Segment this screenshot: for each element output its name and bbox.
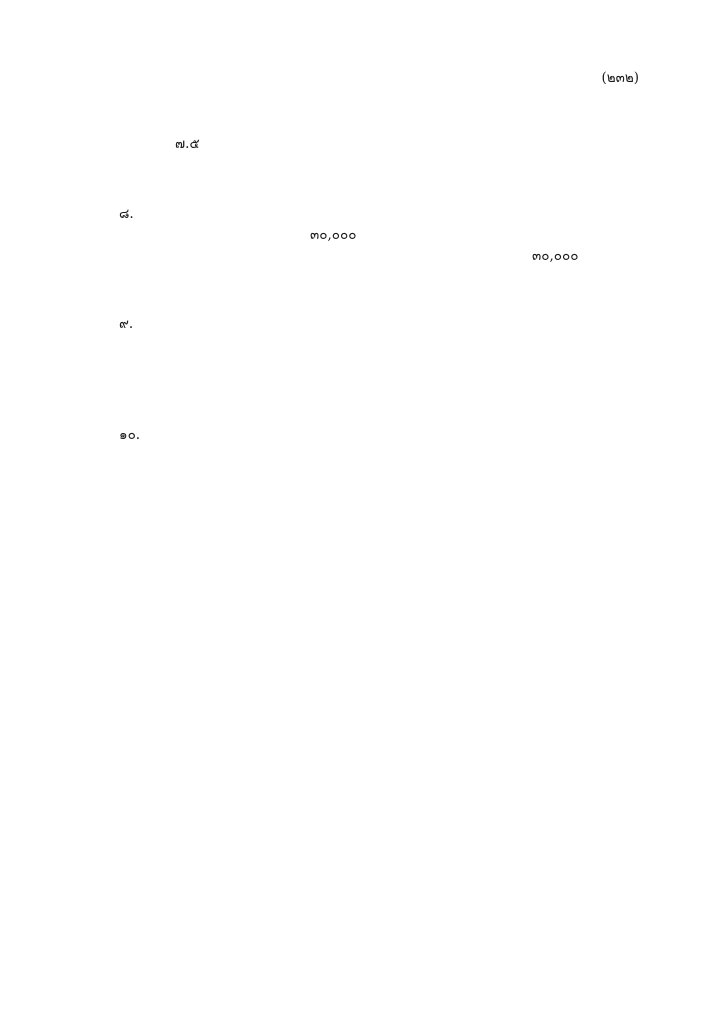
section-7-5-number: ๗.๕: [175, 136, 200, 152]
section-7-5-heading: [175, 134, 208, 154]
section-8-detail-amount: ๓๐,๐๐๐: [532, 248, 579, 264]
section-9-heading: [119, 314, 137, 334]
section-10-heading: [119, 425, 149, 445]
section-10-number: ๑๐.: [119, 427, 141, 443]
page-number: (๒๓๒): [601, 70, 639, 86]
section-8-number: ๘.: [119, 206, 134, 222]
section-9-number: ๙.: [119, 316, 134, 332]
section-8-total-amount: ๓๐,๐๐๐: [310, 227, 357, 243]
section-8-heading: [119, 204, 138, 224]
